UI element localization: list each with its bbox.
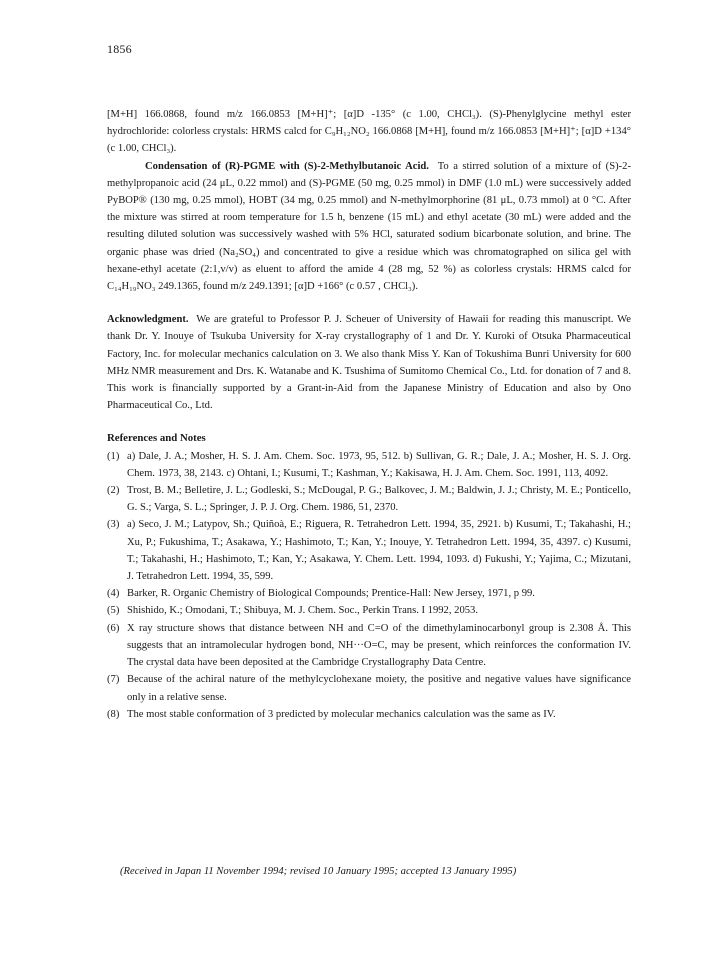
reference-number: (2): [107, 485, 120, 497]
reference-item: [107, 602, 631, 619]
article-body: [107, 106, 631, 723]
condensation-paragraph: [107, 158, 631, 296]
references-heading: References and Notes: [107, 432, 206, 445]
reference-text: Barker, R. Organic Chemistry of Biological Compounds; Prentice-Hall: New Jersey, 1971, p 99.: [127, 588, 535, 600]
condensation-text: To a stirred solution of a mixture of (S)-2-methylpropanoic acid (24 μL, 0.22 mmol) and (S)-PGME (50 mg, 0.25 mmol) in DMF (1.0 mL) were successively added PyBOP® (130 mg, 0.25 mmol), HOBT (34 mg, 0.25 mmol) and N-methylmorphorine (81 μL, 0.73 mmol) at 0 °C. After the mixture was stirred at room temperature for 1.5 h, benzene (15 mL) and ethyl acetate (30 mL) were added and the resulting diluted solution was successively washed with 5% HCl, saturated sodium bicarbonate solution, and brine. The organic phase was dried (Na₂SO₄) and concentrated to give a residue which was chromatographed on silica gel with hexane-ethyl acetate (2:1,v/v) as eluent to afford the amide 4 (28 mg, 52 %) as colorless crystals: HRMS calcd for C₁₄H₁₉NO₃ 249.1365, found m/z 249.1391; [α]D +166° (c 0.57 , CHCl₃).: [107, 160, 631, 293]
condensation-heading: Condensation of (R)-PGME with (S)-2-Methylbutanoic Acid.: [145, 160, 429, 172]
page-number: 1856: [107, 42, 132, 56]
reference-number: (7): [107, 674, 120, 686]
reference-number: (8): [107, 708, 120, 720]
reference-number: (6): [107, 622, 120, 634]
reference-text: X ray structure shows that distance between NH and C=O of the dimethylaminocarbonyl group is 2.308 Å. This suggests that an intramolecular hydrogen bond, NH···O=C, may be present, which reinforces the conformation IV. The crystal data have been deposited at the Cambridge Crystallography Data Centre.: [127, 622, 631, 669]
reference-text: The most stable conformation of 3 predicted by molecular mechanics calculation was the same as IV.: [127, 708, 556, 720]
reference-item: [107, 620, 631, 672]
reference-number: (5): [107, 605, 120, 617]
received-dates: (Received in Japan 11 November 1994; revised 10 January 1995; accepted 13 January 1995): [120, 866, 517, 877]
reference-text: a) Dale, J. A.; Mosher, H. S. J. Am. Chem. Soc. 1973, 95, 512. b) Sullivan, G. R.; Dale, J. A.; Mosher, H. S. J. Org. Chem. 1973, 38, 2143. c) Ohtani, I.; Kusumi, T.; Kashman, Y.; Kakisawa, H. J. Am. Chem. Soc. 1991, 113, 4092.: [127, 450, 631, 479]
acknowledgment-paragraph: [107, 311, 631, 414]
reference-text: Because of the achiral nature of the methylcyclohexane moiety, the positive and negative values have significance only in a relative sense.: [127, 674, 631, 703]
reference-item: [107, 482, 631, 516]
reference-number: (1): [107, 450, 120, 462]
reference-number: (3): [107, 519, 120, 531]
reference-item: [107, 706, 631, 723]
reference-item: [107, 671, 631, 705]
reference-item: [107, 585, 631, 602]
references-list: [107, 448, 631, 723]
reference-item: [107, 448, 631, 482]
reference-text: Shishido, K.; Omodani, T.; Shibuya, M. J. Chem. Soc., Perkin Trans. I 1992, 2053.: [127, 605, 478, 617]
acknowledgment-heading: Acknowledgment.: [107, 314, 189, 326]
experimental-paragraph: [M+H] 166.0868, found m/z 166.0853 [M+H]⁺; [α]D -135° (c 1.00, CHCl₃). (S)-Phenylglycine methyl ester hydrochloride: colorless crystals: HRMS calcd for C₉H₁₂NO₂ 166.0868 [M+H], found m/z 166.0853 [M+H]⁺; [α]D +134° (c 1.00, CHCl₃).: [107, 109, 631, 155]
reference-item: [107, 516, 631, 585]
reference-text: a) Seco, J. M.; Latypov, Sh.; Quiñoà, E.; Riguera, R. Tetrahedron Lett. 1994, 35, 2921. b) Kusumi, T.; Takahashi, H.; Xu, P.; Fukushima, T.; Asakawa, Y.; Hashimoto, T.; Kan, Y.; Inouye, Y. Tetrahedron Lett. 1994, 35, 4397. c) Kusumi, T.; Takahashi, H.; Hashimoto, T.; Kan, Y.; Asakawa, Y. Chem. Lett. 1994, 1093. d) Fukushi, Y.; Yajima, C.; Mizutani, J. Tetrahedron Lett. 1994, 35, 599.: [127, 519, 631, 583]
acknowledgment-text: We are grateful to Professor P. J. Scheuer of University of Hawaii for reading this manuscript. We thank Dr. Y. Inouye of Tsukuba University for X-ray crystallography of 1 and Dr. Y. Kuroki of Otsuka Pharmaceutical Factory, Inc. for molecular mechanics calculation on 3. We also thank Miss Y. Kan of Tokushima Bunri University for 600 MHz NMR measurement and Drs. K. Watanabe and K. Tsushima of Sumitomo Chemical Co., Ltd. for donation of 7 and 8. This work is financially supported by a Grant-in-Aid from the Japanese Ministry of Education and also by Ono Pharmaceutical Co., Ltd.: [107, 314, 631, 412]
reference-number: (4): [107, 588, 120, 600]
reference-text: Trost, B. M.; Belletire, J. L.; Godleski, S.; McDougal, P. G.; Balkovec, J. M.; Baldwin, J. J.; Christy, M. E.; Ponticello, G. S.; Varga, S. L.; Springer, J. P. J. Org. Chem. 1986, 51, 2370.: [127, 485, 631, 514]
